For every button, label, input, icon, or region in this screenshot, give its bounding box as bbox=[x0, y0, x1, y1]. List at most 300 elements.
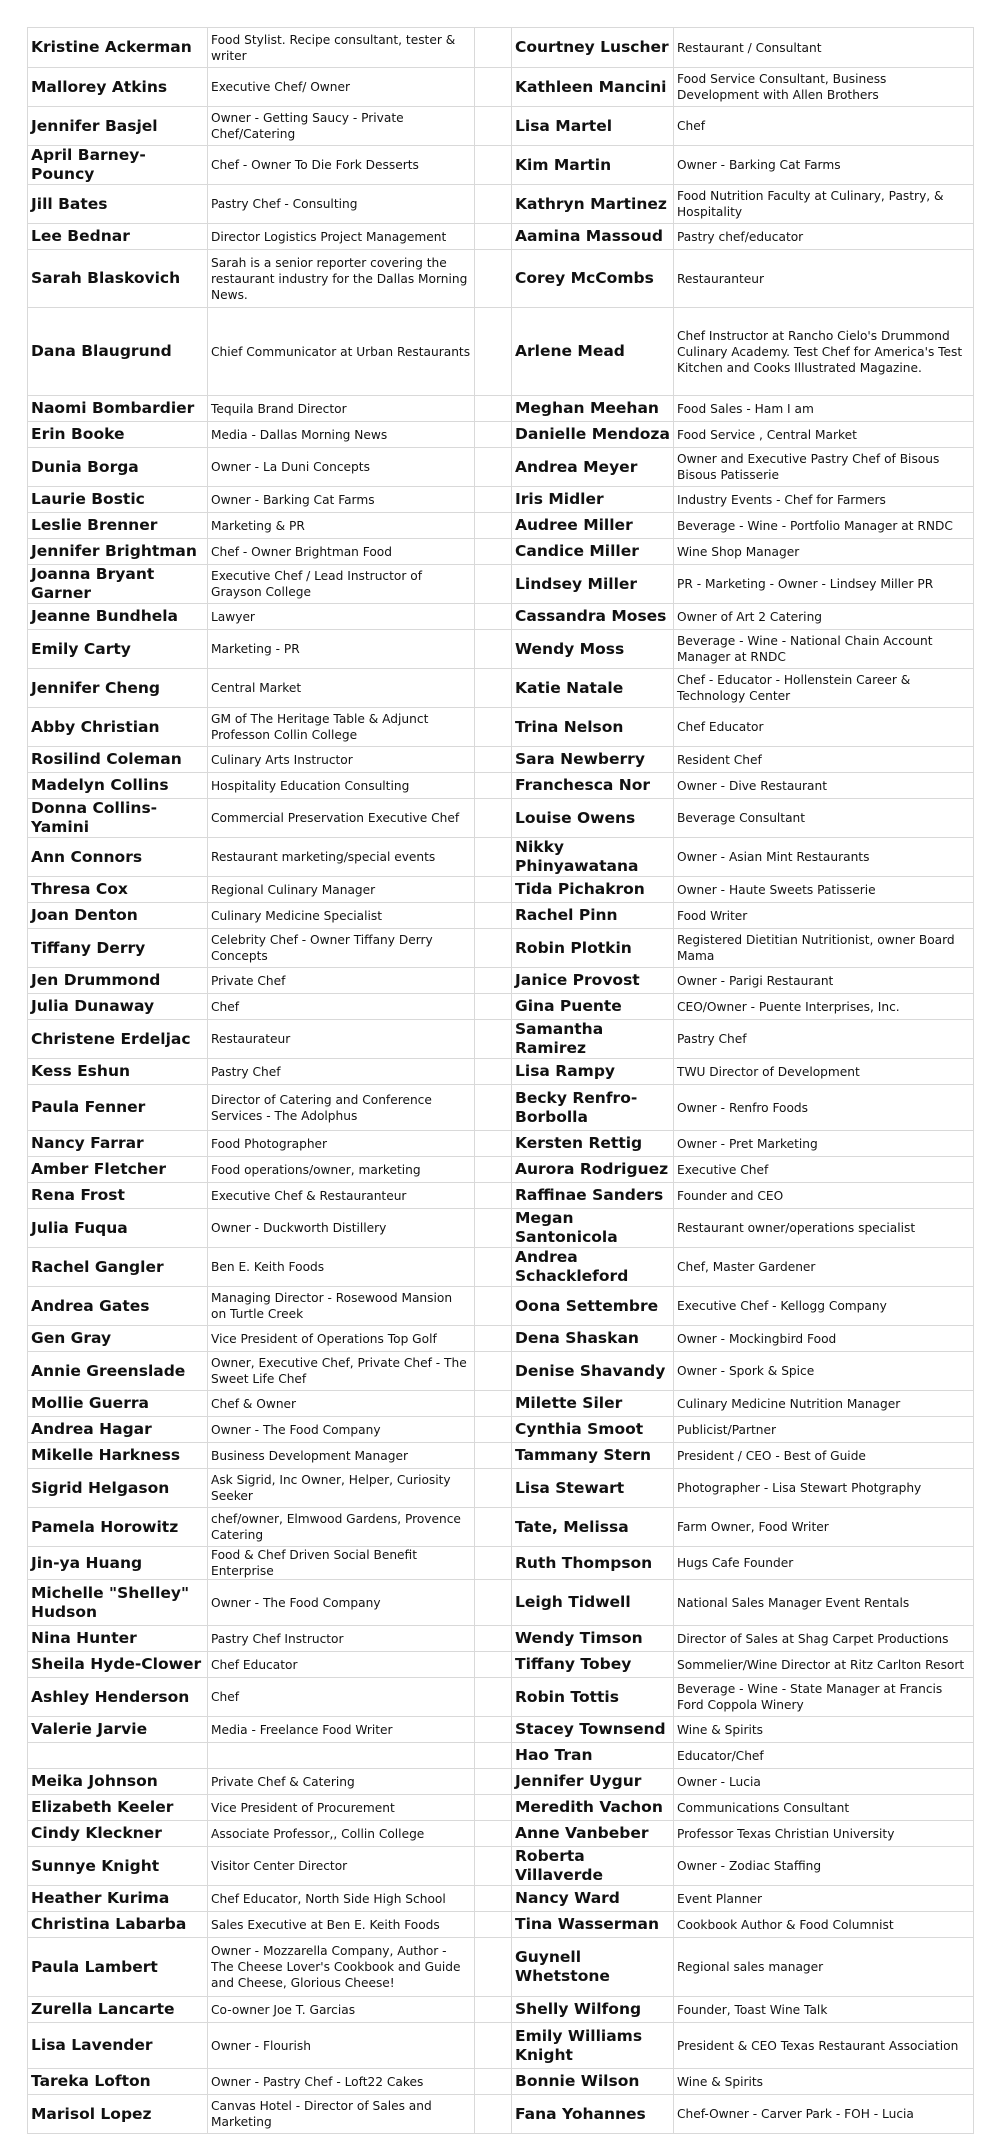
right-role-cell: Owner - Parigi Restaurant bbox=[674, 968, 974, 994]
table-row bbox=[28, 1580, 974, 1626]
spacer-cell bbox=[475, 630, 512, 669]
left-role-cell: Owner - Pastry Chef - Loft22 Cakes bbox=[208, 2069, 475, 2095]
left-name-cell: Nina Hunter bbox=[28, 1626, 208, 1652]
spacer-cell bbox=[475, 1287, 512, 1326]
right-role-cell: Executive Chef bbox=[674, 1157, 974, 1183]
spacer-cell bbox=[475, 513, 512, 539]
table-row bbox=[28, 2069, 974, 2095]
spacer-cell bbox=[475, 1743, 512, 1769]
right-role-cell: Owner - Lucia bbox=[674, 1769, 974, 1795]
right-name-cell: Nikky Phinyawatana bbox=[512, 838, 674, 877]
right-name-cell: Samantha Ramirez bbox=[512, 1020, 674, 1059]
table-row bbox=[28, 1443, 974, 1469]
right-name-cell: Sara Newberry bbox=[512, 747, 674, 773]
left-role-cell: Chef - Owner To Die Fork Desserts bbox=[208, 146, 475, 185]
left-role-cell: Pastry Chef bbox=[208, 1059, 475, 1085]
right-name-cell: Louise Owens bbox=[512, 799, 674, 838]
right-name-cell: Aamina Massoud bbox=[512, 224, 674, 250]
left-role-cell: Managing Director - Rosewood Mansion on Turtle Creek bbox=[208, 1287, 475, 1326]
left-role-cell: Central Market bbox=[208, 669, 475, 708]
table-row bbox=[28, 1886, 974, 1912]
table-row bbox=[28, 1769, 974, 1795]
spacer-cell bbox=[475, 669, 512, 708]
left-role-cell: Food Photographer bbox=[208, 1131, 475, 1157]
spacer-cell bbox=[475, 604, 512, 630]
right-name-cell: Tiffany Tobey bbox=[512, 1652, 674, 1678]
spacer-cell bbox=[475, 1469, 512, 1508]
right-name-cell: Milette Siler bbox=[512, 1391, 674, 1417]
right-role-cell: Industry Events - Chef for Farmers bbox=[674, 487, 974, 513]
right-role-cell: Food Service , Central Market bbox=[674, 422, 974, 448]
left-name-cell: Rena Frost bbox=[28, 1183, 208, 1209]
right-role-cell: Beverage Consultant bbox=[674, 799, 974, 838]
table-row bbox=[28, 1391, 974, 1417]
left-name-cell: Sheila Hyde-Clower bbox=[28, 1652, 208, 1678]
left-name-cell: Andrea Hagar bbox=[28, 1417, 208, 1443]
right-name-cell: Meredith Vachon bbox=[512, 1795, 674, 1821]
right-name-cell: Leigh Tidwell bbox=[512, 1580, 674, 1626]
table-row bbox=[28, 107, 974, 146]
spacer-cell bbox=[475, 747, 512, 773]
right-name-cell: Ruth Thompson bbox=[512, 1547, 674, 1580]
left-name-cell: Kess Eshun bbox=[28, 1059, 208, 1085]
left-name-cell: Zurella Lancarte bbox=[28, 1997, 208, 2023]
left-role-cell: Lawyer bbox=[208, 604, 475, 630]
left-role-cell: Owner - Barking Cat Farms bbox=[208, 487, 475, 513]
table-row bbox=[28, 1938, 974, 1997]
right-name-cell: Wendy Moss bbox=[512, 630, 674, 669]
right-role-cell: Executive Chef - Kellogg Company bbox=[674, 1287, 974, 1326]
left-name-cell: Jennifer Basjel bbox=[28, 107, 208, 146]
right-name-cell: Tammany Stern bbox=[512, 1443, 674, 1469]
table-row bbox=[28, 968, 974, 994]
left-name-cell: Paula Fenner bbox=[28, 1085, 208, 1131]
right-role-cell: Wine & Spirits bbox=[674, 1717, 974, 1743]
right-role-cell: Chef-Owner - Carver Park - FOH - Lucia bbox=[674, 2095, 974, 2134]
left-role-cell: Marketing - PR bbox=[208, 630, 475, 669]
table-row bbox=[28, 1157, 974, 1183]
table-row bbox=[28, 669, 974, 708]
right-role-cell: Wine Shop Manager bbox=[674, 539, 974, 565]
left-role-cell: Food & Chef Driven Social Benefit Enterprise bbox=[208, 1547, 475, 1580]
spacer-cell bbox=[475, 1938, 512, 1997]
right-role-cell: Regional sales manager bbox=[674, 1938, 974, 1997]
left-role-cell: Executive Chef/ Owner bbox=[208, 68, 475, 107]
right-name-cell: Courtney Luscher bbox=[512, 28, 674, 68]
right-name-cell: Wendy Timson bbox=[512, 1626, 674, 1652]
spacer-cell bbox=[475, 1326, 512, 1352]
table-row bbox=[28, 513, 974, 539]
spacer-cell bbox=[475, 1508, 512, 1547]
left-name-cell: Ashley Henderson bbox=[28, 1678, 208, 1717]
spacer-cell bbox=[475, 224, 512, 250]
right-role-cell: Owner - Dive Restaurant bbox=[674, 773, 974, 799]
spacer-cell bbox=[475, 1248, 512, 1287]
right-name-cell: Kathryn Martinez bbox=[512, 185, 674, 224]
right-name-cell: Stacey Townsend bbox=[512, 1717, 674, 1743]
table-row bbox=[28, 1795, 974, 1821]
table-row bbox=[28, 1508, 974, 1547]
left-role-cell: Culinary Medicine Specialist bbox=[208, 903, 475, 929]
right-role-cell: Owner - Zodiac Staffing bbox=[674, 1847, 974, 1886]
left-name-cell: Abby Christian bbox=[28, 708, 208, 747]
spacer-cell bbox=[475, 2069, 512, 2095]
left-role-cell: Regional Culinary Manager bbox=[208, 877, 475, 903]
spacer-cell bbox=[475, 1020, 512, 1059]
right-role-cell: Sommelier/Wine Director at Ritz Carlton Resort bbox=[674, 1652, 974, 1678]
table-row bbox=[28, 1678, 974, 1717]
right-name-cell: Katie Natale bbox=[512, 669, 674, 708]
left-role-cell: Ask Sigrid, Inc Owner, Helper, Curiosity Seeker bbox=[208, 1469, 475, 1508]
spacer-cell bbox=[475, 2095, 512, 2134]
spacer-cell bbox=[475, 1717, 512, 1743]
right-name-cell: Meghan Meehan bbox=[512, 396, 674, 422]
left-role-cell: GM of The Heritage Table & Adjunct Professon Collin College bbox=[208, 708, 475, 747]
right-name-cell: Arlene Mead bbox=[512, 308, 674, 396]
table-row bbox=[28, 994, 974, 1020]
table-row bbox=[28, 146, 974, 185]
spacer-cell bbox=[475, 250, 512, 308]
left-name-cell: Annie Greenslade bbox=[28, 1352, 208, 1391]
right-role-cell: Owner - Spork & Spice bbox=[674, 1352, 974, 1391]
right-name-cell: Shelly Wilfong bbox=[512, 1997, 674, 2023]
right-role-cell: President / CEO - Best of Guide bbox=[674, 1443, 974, 1469]
left-name-cell: Sigrid Helgason bbox=[28, 1469, 208, 1508]
right-name-cell: Fana Yohannes bbox=[512, 2095, 674, 2134]
spacer-cell bbox=[475, 146, 512, 185]
left-role-cell: Marketing & PR bbox=[208, 513, 475, 539]
spacer-cell bbox=[475, 422, 512, 448]
left-name-cell: Thresa Cox bbox=[28, 877, 208, 903]
right-name-cell: Andrea Schackleford bbox=[512, 1248, 674, 1287]
left-name-cell: Mollie Guerra bbox=[28, 1391, 208, 1417]
right-name-cell: Tina Wasserman bbox=[512, 1912, 674, 1938]
left-name-cell: Emily Carty bbox=[28, 630, 208, 669]
left-role-cell: chef/owner, Elmwood Gardens, Provence Catering bbox=[208, 1508, 475, 1547]
spacer-cell bbox=[475, 1443, 512, 1469]
right-role-cell: Beverage - Wine - State Manager at Francis Ford Coppola Winery bbox=[674, 1678, 974, 1717]
left-role-cell: Owner - Flourish bbox=[208, 2023, 475, 2069]
right-name-cell: Lisa Stewart bbox=[512, 1469, 674, 1508]
spacer-cell bbox=[475, 1795, 512, 1821]
left-name-cell: Ann Connors bbox=[28, 838, 208, 877]
left-role-cell: Owner, Executive Chef, Private Chef - The Sweet Life Chef bbox=[208, 1352, 475, 1391]
left-role-cell: Business Development Manager bbox=[208, 1443, 475, 1469]
left-name-cell: Nancy Farrar bbox=[28, 1131, 208, 1157]
spacer-cell bbox=[475, 1157, 512, 1183]
left-name-cell: Erin Booke bbox=[28, 422, 208, 448]
left-role-cell: Culinary Arts Instructor bbox=[208, 747, 475, 773]
left-name-cell: Sunnye Knight bbox=[28, 1847, 208, 1886]
right-role-cell: Pastry chef/educator bbox=[674, 224, 974, 250]
table-row bbox=[28, 747, 974, 773]
right-name-cell: Rachel Pinn bbox=[512, 903, 674, 929]
right-name-cell: Robin Tottis bbox=[512, 1678, 674, 1717]
right-role-cell: Owner of Art 2 Catering bbox=[674, 604, 974, 630]
left-name-cell: Jeanne Bundhela bbox=[28, 604, 208, 630]
left-name-cell: Jennifer Brightman bbox=[28, 539, 208, 565]
spacer-cell bbox=[475, 1886, 512, 1912]
directory-table bbox=[27, 27, 974, 2134]
spacer-cell bbox=[475, 2023, 512, 2069]
spacer-cell bbox=[475, 1652, 512, 1678]
right-role-cell: Beverage - Wine - Portfolio Manager at RNDC bbox=[674, 513, 974, 539]
left-name-cell: Jen Drummond bbox=[28, 968, 208, 994]
left-name-cell: Heather Kurima bbox=[28, 1886, 208, 1912]
spacer-cell bbox=[475, 929, 512, 968]
left-role-cell: Private Chef & Catering bbox=[208, 1769, 475, 1795]
right-name-cell: Danielle Mendoza bbox=[512, 422, 674, 448]
right-role-cell: Founder, Toast Wine Talk bbox=[674, 1997, 974, 2023]
spacer-cell bbox=[475, 448, 512, 487]
table-row bbox=[28, 1626, 974, 1652]
right-name-cell: Kim Martin bbox=[512, 146, 674, 185]
spacer-cell bbox=[475, 1678, 512, 1717]
spacer-cell bbox=[475, 773, 512, 799]
right-role-cell: Chef Instructor at Rancho Cielo's Drummond Culinary Academy. Test Chef for America's Test Kitchen and Cooks Illustrated Magazine. bbox=[674, 308, 974, 396]
left-name-cell: Amber Fletcher bbox=[28, 1157, 208, 1183]
spacer-cell bbox=[475, 28, 512, 68]
right-role-cell: Owner - Mockingbird Food bbox=[674, 1326, 974, 1352]
right-role-cell: Chef Educator bbox=[674, 708, 974, 747]
right-role-cell: Hugs Cafe Founder bbox=[674, 1547, 974, 1580]
table-row bbox=[28, 1131, 974, 1157]
spacer-cell bbox=[475, 1997, 512, 2023]
left-role-cell: Owner - The Food Company bbox=[208, 1417, 475, 1443]
right-role-cell: Owner - Pret Marketing bbox=[674, 1131, 974, 1157]
right-name-cell: Lindsey Miller bbox=[512, 565, 674, 604]
left-role-cell: Restaurateur bbox=[208, 1020, 475, 1059]
right-role-cell: Wine & Spirits bbox=[674, 2069, 974, 2095]
table-row bbox=[28, 1821, 974, 1847]
left-role-cell: Food Stylist. Recipe consultant, tester & writer bbox=[208, 28, 475, 68]
left-name-cell: Christene Erdeljac bbox=[28, 1020, 208, 1059]
table-row bbox=[28, 308, 974, 396]
table-row bbox=[28, 565, 974, 604]
right-name-cell: Aurora Rodriguez bbox=[512, 1157, 674, 1183]
left-name-cell: Julia Fuqua bbox=[28, 1209, 208, 1248]
table-row bbox=[28, 1248, 974, 1287]
spacer-cell bbox=[475, 1209, 512, 1248]
left-name-cell: Lisa Lavender bbox=[28, 2023, 208, 2069]
table-row bbox=[28, 1547, 974, 1580]
right-name-cell: Trina Nelson bbox=[512, 708, 674, 747]
right-name-cell: Audree Miller bbox=[512, 513, 674, 539]
left-role-cell: Chef bbox=[208, 1678, 475, 1717]
table-row bbox=[28, 799, 974, 838]
left-name-cell: Rosilind Coleman bbox=[28, 747, 208, 773]
right-role-cell: Restauranteur bbox=[674, 250, 974, 308]
left-name-cell: Jennifer Cheng bbox=[28, 669, 208, 708]
left-name-cell: Jin-ya Huang bbox=[28, 1547, 208, 1580]
left-name-cell: Jill Bates bbox=[28, 185, 208, 224]
table-row bbox=[28, 1417, 974, 1443]
spacer-cell bbox=[475, 1085, 512, 1131]
left-name-cell: Meika Johnson bbox=[28, 1769, 208, 1795]
spacer-cell bbox=[475, 487, 512, 513]
spacer-cell bbox=[475, 708, 512, 747]
left-role-cell: Media - Freelance Food Writer bbox=[208, 1717, 475, 1743]
right-name-cell: Tida Pichakron bbox=[512, 877, 674, 903]
table-row bbox=[28, 929, 974, 968]
right-name-cell: Bonnie Wilson bbox=[512, 2069, 674, 2095]
table-row bbox=[28, 1352, 974, 1391]
table-row bbox=[28, 1652, 974, 1678]
table-row bbox=[28, 2095, 974, 2134]
left-role-cell: Media - Dallas Morning News bbox=[208, 422, 475, 448]
left-role-cell: Restaurant marketing/special events bbox=[208, 838, 475, 877]
left-role-cell: Food operations/owner, marketing bbox=[208, 1157, 475, 1183]
right-role-cell: Beverage - Wine - National Chain Account Manager at RNDC bbox=[674, 630, 974, 669]
left-name-cell: April Barney-Pouncy bbox=[28, 146, 208, 185]
right-role-cell: Registered Dietitian Nutritionist, owner Board Mama bbox=[674, 929, 974, 968]
table-row bbox=[28, 487, 974, 513]
right-role-cell: Food Nutrition Faculty at Culinary, Pastry, & Hospitality bbox=[674, 185, 974, 224]
left-name-cell: Laurie Bostic bbox=[28, 487, 208, 513]
left-role-cell: Owner - La Duni Concepts bbox=[208, 448, 475, 487]
left-name-cell: Kristine Ackerman bbox=[28, 28, 208, 68]
right-name-cell: Anne Vanbeber bbox=[512, 1821, 674, 1847]
spacer-cell bbox=[475, 1183, 512, 1209]
right-name-cell: Jennifer Uygur bbox=[512, 1769, 674, 1795]
left-role-cell: Vice President of Operations Top Golf bbox=[208, 1326, 475, 1352]
left-role-cell: Commercial Preservation Executive Chef bbox=[208, 799, 475, 838]
right-role-cell: Culinary Medicine Nutrition Manager bbox=[674, 1391, 974, 1417]
left-role-cell: Chef Educator bbox=[208, 1652, 475, 1678]
right-name-cell: Franchesca Nor bbox=[512, 773, 674, 799]
left-name-cell: Julia Dunaway bbox=[28, 994, 208, 1020]
left-role-cell: Co-owner Joe T. Garcias bbox=[208, 1997, 475, 2023]
spacer-cell bbox=[475, 877, 512, 903]
right-name-cell: Roberta Villaverde bbox=[512, 1847, 674, 1886]
right-name-cell: Corey McCombs bbox=[512, 250, 674, 308]
table-row bbox=[28, 185, 974, 224]
right-name-cell: Lisa Martel bbox=[512, 107, 674, 146]
spacer-cell bbox=[475, 1847, 512, 1886]
table-row bbox=[28, 1020, 974, 1059]
left-name-cell: Mikelle Harkness bbox=[28, 1443, 208, 1469]
left-name-cell: Marisol Lopez bbox=[28, 2095, 208, 2134]
left-role-cell: Director of Catering and Conference Services - The Adolphus bbox=[208, 1085, 475, 1131]
table-row bbox=[28, 250, 974, 308]
left-name-cell: Joan Denton bbox=[28, 903, 208, 929]
left-role-cell: Celebrity Chef - Owner Tiffany Derry Concepts bbox=[208, 929, 475, 968]
table-row bbox=[28, 1847, 974, 1886]
right-name-cell: Gina Puente bbox=[512, 994, 674, 1020]
right-name-cell: Robin Plotkin bbox=[512, 929, 674, 968]
right-role-cell: Owner and Executive Pastry Chef of Bisous Bisous Patisserie bbox=[674, 448, 974, 487]
left-role-cell: Director Logistics Project Management bbox=[208, 224, 475, 250]
right-name-cell: Kathleen Mancini bbox=[512, 68, 674, 107]
left-name-cell: Michelle "Shelley" Hudson bbox=[28, 1580, 208, 1626]
right-role-cell: Food Service Consultant, Business Development with Allen Brothers bbox=[674, 68, 974, 107]
right-name-cell: Becky Renfro-Borbolla bbox=[512, 1085, 674, 1131]
spacer-cell bbox=[475, 1626, 512, 1652]
table-row bbox=[28, 1059, 974, 1085]
right-role-cell: President & CEO Texas Restaurant Association bbox=[674, 2023, 974, 2069]
right-role-cell: CEO/Owner - Puente Interprises, Inc. bbox=[674, 994, 974, 1020]
right-name-cell: Oona Settembre bbox=[512, 1287, 674, 1326]
right-name-cell: Nancy Ward bbox=[512, 1886, 674, 1912]
left-role-cell: Owner - The Food Company bbox=[208, 1580, 475, 1626]
spacer-cell bbox=[475, 68, 512, 107]
left-name-cell: Tiffany Derry bbox=[28, 929, 208, 968]
right-role-cell: Restaurant owner/operations specialist bbox=[674, 1209, 974, 1248]
left-name-cell: Elizabeth Keeler bbox=[28, 1795, 208, 1821]
right-role-cell: Restaurant / Consultant bbox=[674, 28, 974, 68]
left-role-cell: Hospitality Education Consulting bbox=[208, 773, 475, 799]
spacer-cell bbox=[475, 1547, 512, 1580]
spacer-cell bbox=[475, 838, 512, 877]
right-role-cell: Communications Consultant bbox=[674, 1795, 974, 1821]
right-role-cell: Owner - Haute Sweets Patisserie bbox=[674, 877, 974, 903]
table-row bbox=[28, 1183, 974, 1209]
table-row bbox=[28, 1209, 974, 1248]
spacer-cell bbox=[475, 1391, 512, 1417]
left-role-cell: Private Chef bbox=[208, 968, 475, 994]
right-name-cell: Cassandra Moses bbox=[512, 604, 674, 630]
left-role-cell: Visitor Center Director bbox=[208, 1847, 475, 1886]
left-role-cell: Owner - Getting Saucy - Private Chef/Catering bbox=[208, 107, 475, 146]
right-name-cell: Raffinae Sanders bbox=[512, 1183, 674, 1209]
table-row bbox=[28, 396, 974, 422]
left-role-cell: Pastry Chef - Consulting bbox=[208, 185, 475, 224]
spacer-cell bbox=[475, 1352, 512, 1391]
right-role-cell: Director of Sales at Shag Carpet Productions bbox=[674, 1626, 974, 1652]
table-row bbox=[28, 1743, 974, 1769]
left-role-cell: Executive Chef & Restauranteur bbox=[208, 1183, 475, 1209]
left-name-cell: Dunia Borga bbox=[28, 448, 208, 487]
spacer-cell bbox=[475, 1417, 512, 1443]
table-row bbox=[28, 1287, 974, 1326]
right-role-cell: Farm Owner, Food Writer bbox=[674, 1508, 974, 1547]
right-role-cell: Chef, Master Gardener bbox=[674, 1248, 974, 1287]
table-row bbox=[28, 1997, 974, 2023]
right-name-cell: Denise Shavandy bbox=[512, 1352, 674, 1391]
spacer-cell bbox=[475, 1769, 512, 1795]
left-name-cell: Madelyn Collins bbox=[28, 773, 208, 799]
right-role-cell: Owner - Asian Mint Restaurants bbox=[674, 838, 974, 877]
right-role-cell: Pastry Chef bbox=[674, 1020, 974, 1059]
left-role-cell bbox=[208, 1743, 475, 1769]
left-name-cell: Leslie Brenner bbox=[28, 513, 208, 539]
directory-body bbox=[28, 28, 974, 2134]
table-row bbox=[28, 1912, 974, 1938]
left-name-cell: Sarah Blaskovich bbox=[28, 250, 208, 308]
spacer-cell bbox=[475, 396, 512, 422]
left-name-cell: Dana Blaugrund bbox=[28, 308, 208, 396]
table-row bbox=[28, 28, 974, 68]
left-name-cell: Joanna Bryant Garner bbox=[28, 565, 208, 604]
left-name-cell: Paula Lambert bbox=[28, 1938, 208, 1997]
right-role-cell: Professor Texas Christian University bbox=[674, 1821, 974, 1847]
left-name-cell: Tareka Lofton bbox=[28, 2069, 208, 2095]
table-row bbox=[28, 539, 974, 565]
table-row bbox=[28, 448, 974, 487]
table-row bbox=[28, 2023, 974, 2069]
right-name-cell: Dena Shaskan bbox=[512, 1326, 674, 1352]
left-role-cell: Owner - Mozzarella Company, Author - The Cheese Lover's Cookbook and Guide and Cheese, Glorious Cheese! bbox=[208, 1938, 475, 1997]
right-role-cell: Cookbook Author & Food Columnist bbox=[674, 1912, 974, 1938]
table-row bbox=[28, 68, 974, 107]
right-role-cell: Owner - Barking Cat Farms bbox=[674, 146, 974, 185]
left-role-cell: Tequila Brand Director bbox=[208, 396, 475, 422]
right-role-cell: National Sales Manager Event Rentals bbox=[674, 1580, 974, 1626]
spacer-cell bbox=[475, 994, 512, 1020]
right-name-cell: Janice Provost bbox=[512, 968, 674, 994]
right-role-cell: Founder and CEO bbox=[674, 1183, 974, 1209]
left-role-cell: Chef - Owner Brightman Food bbox=[208, 539, 475, 565]
